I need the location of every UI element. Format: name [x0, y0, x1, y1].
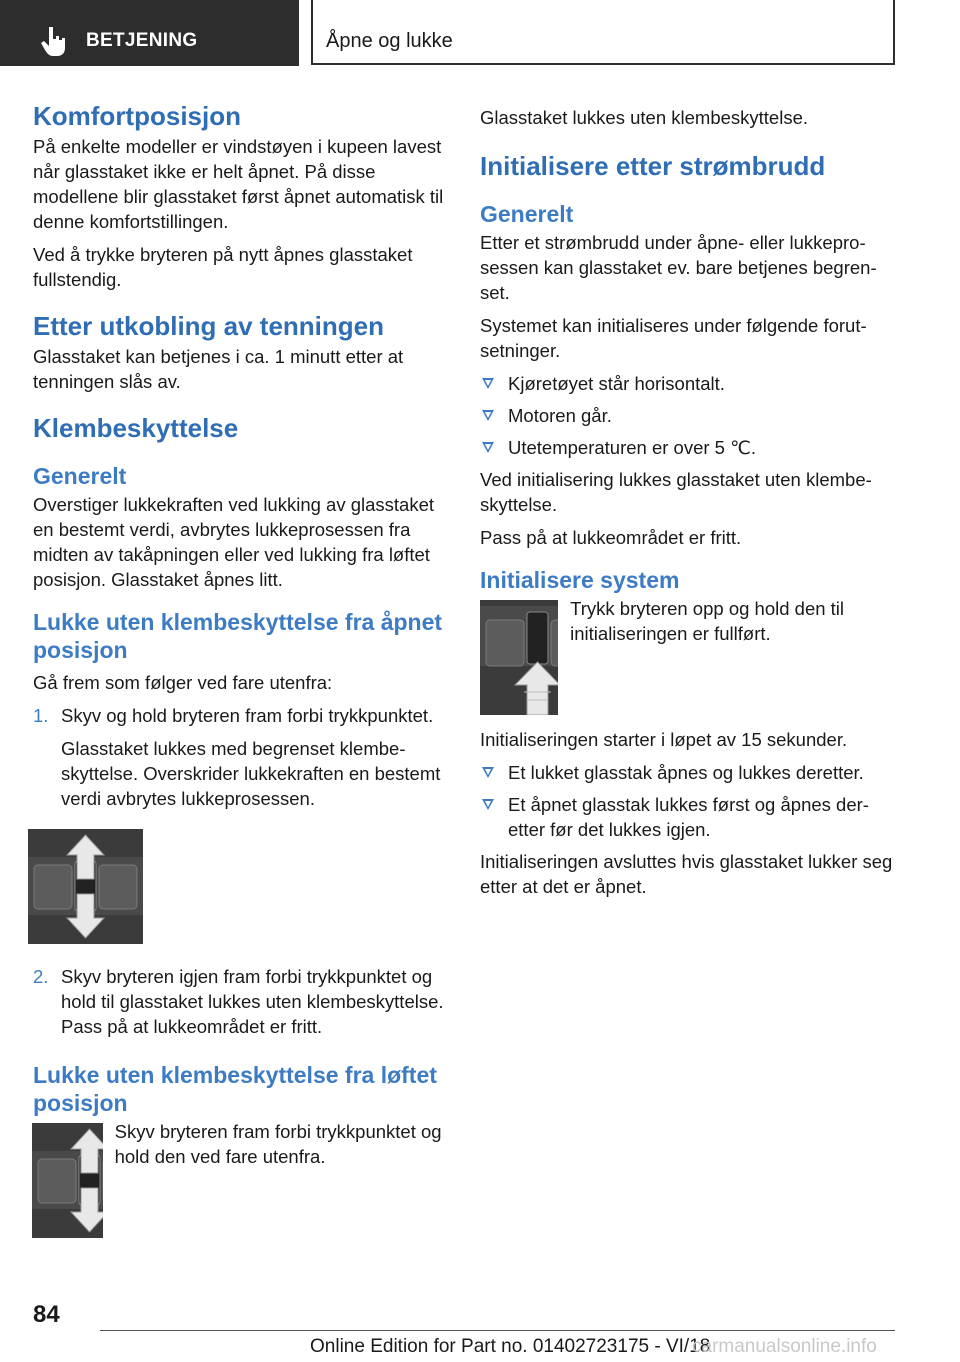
section-tab: [0, 0, 299, 66]
list-item: [480, 371, 896, 396]
paragraph: Etter et strømbrudd under åpne- eller lukkeprosessen kan glasstaket ev. bare betjenes begrenset.: [480, 232, 877, 303]
list-item-text: Et lukket glasstak åpnes og lukkes deretter.: [508, 762, 864, 783]
image-caption: Trykk bryteren opp og hold den til initialiseringen er fullført.: [570, 598, 845, 644]
list-item: [480, 403, 896, 428]
triangle-bullet-icon: [482, 799, 494, 810]
paragraph: På enkelte modeller er vindstøyen i kupeen lavest når glasstaket ikke er helt åpnet. På disse modellene blir glasstaket først åpnet automatisk til denne komfortstillingen.: [33, 136, 444, 232]
heading-initialisere-strombrudd: Initialisere etter strømbrudd: [480, 151, 826, 181]
paragraph: Ved å trykke bryteren på nytt åpnes glasstaket fullstendig.: [33, 244, 413, 290]
hand-pointer-icon: [38, 25, 68, 57]
paragraph: Initialiseringen avsluttes hvis glasstaket lukker seg etter at det er åpnet.: [480, 851, 893, 897]
image-caption: Skyv bryteren fram forbi trykkpunktet og hold den ved fare utenfra.: [114, 1121, 442, 1167]
list-item: [480, 792, 896, 842]
triangle-bullet-icon: [482, 378, 494, 389]
step-number: 1.: [33, 705, 49, 726]
list-item-text: Motoren går.: [508, 405, 612, 426]
heading-etter-utkobling: Etter utkobling av tenningen: [33, 311, 385, 341]
triangle-bullet-icon: [482, 410, 494, 421]
page-number: 84: [33, 1301, 60, 1328]
switch-illustration: [480, 600, 558, 715]
step-text: Skyv bryteren igjen fram forbi trykkpunktet og hold til glasstaket lukkes uten klembeskyttelse. Pass på at lukkeområdet er fritt.: [61, 966, 444, 1037]
section-label: BETJENING: [86, 30, 198, 51]
watermark: carmanualsonline.info: [692, 1336, 877, 1357]
page-header: [311, 0, 895, 65]
image-with-text: [480, 600, 896, 715]
subheading-generelt: Generelt: [33, 463, 127, 489]
page-title: Åpne og lukke: [326, 30, 453, 52]
subheading-generelt: Generelt: [480, 201, 574, 227]
right-column: [480, 100, 896, 907]
switch-illustration: [32, 1123, 103, 1238]
step-detail: Glasstaket lukkes med begrenset klembeskyttelse. Overskrider lukkekraften en bestemt verdi avbrytes lukkeprosessen.: [61, 738, 441, 809]
paragraph: Glasstaket kan betjenes i ca. 1 minutt etter at tenningen slås av.: [33, 346, 404, 392]
paragraph: Ved initialisering lukkes glasstaket uten klembeskyttelse.: [480, 469, 872, 515]
triangle-bullet-icon: [482, 767, 494, 778]
list-item-text: Et åpnet glasstak lukkes først og åpnes deretter før det lukkes igjen.: [508, 794, 869, 840]
paragraph: Gå frem som følger ved fare utenfra:: [33, 672, 333, 693]
heading-klembeskyttelse: Klembeskyttelse: [33, 413, 239, 443]
step-text: Skyv og hold bryteren fram forbi trykkpunktet.: [61, 705, 434, 726]
paragraph: Pass på at lukkeområdet er fritt.: [480, 527, 742, 548]
paragraph: Glasstaket lukkes uten klembeskyttelse.: [480, 107, 809, 128]
list-item: [480, 760, 896, 785]
paragraph: Systemet kan initialiseres under følgende forutsetninger.: [480, 315, 867, 361]
list-item: [480, 435, 896, 460]
left-column: [33, 100, 448, 1250]
switch-illustration: [28, 829, 143, 944]
heading-initialisere-system: Initialisere system: [480, 567, 680, 593]
heading-lukke-loftet: Lukke uten klembeskyttelse fra løftet posisjon: [33, 1062, 437, 1116]
edition-text: Online Edition for Part no. 01402723175 - VI/18: [310, 1336, 711, 1357]
paragraph: Overstiger lukkekraften ved lukking av glasstaket en bestemt verdi, avbrytes lukkeprosessen fra midten av takåpningen eller ved lukking fra løftet posisjon. Glasstaket åpnes litt.: [33, 494, 435, 590]
image-with-text: [33, 1123, 448, 1238]
paragraph: Initialiseringen starter i løpet av 15 sekunder.: [480, 729, 848, 750]
step-number: 2.: [33, 966, 49, 987]
heading-komfortposisjon: Komfortposisjon: [33, 101, 241, 131]
list-item-text: Kjøretøyet står horisontalt.: [508, 373, 725, 394]
step-item: [33, 703, 448, 728]
step-item: [33, 964, 448, 1039]
heading-lukke-apnet: Lukke uten klembeskyttelse fra åpnet posisjon: [33, 609, 443, 663]
footer-divider: [100, 1330, 895, 1331]
list-item-text: Utetemperaturen er over 5 ℃.: [508, 437, 757, 458]
triangle-bullet-icon: [482, 442, 494, 453]
